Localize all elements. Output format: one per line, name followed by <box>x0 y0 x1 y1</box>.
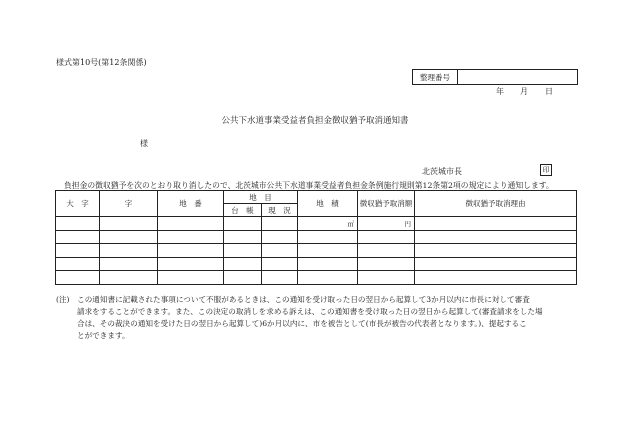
table-cell[interactable] <box>298 257 358 271</box>
table-row <box>56 244 577 258</box>
header-amount: 徴収猶予取消額 <box>358 191 415 217</box>
table-row <box>56 257 577 271</box>
date-month-label: 月 <box>520 87 528 96</box>
table-cell[interactable] <box>262 217 298 231</box>
table-cell[interactable] <box>415 217 577 231</box>
table-cell[interactable] <box>262 257 298 271</box>
table-cell[interactable] <box>415 257 577 271</box>
header-chimoku: 地 目 <box>224 191 298 204</box>
header-reason: 徴収猶予取消理由 <box>415 191 577 217</box>
land-details-table <box>55 190 577 285</box>
form-number: 様式第10号(第12条関係) <box>56 58 147 67</box>
table-cell[interactable] <box>100 244 158 258</box>
table-cell[interactable] <box>358 257 415 271</box>
table-cell[interactable] <box>100 257 158 271</box>
table-cell[interactable] <box>262 244 298 258</box>
table-cell[interactable] <box>298 244 358 258</box>
table-cell[interactable] <box>415 244 577 258</box>
table-cell[interactable] <box>262 230 298 244</box>
amount-unit-cell[interactable]: 円 <box>358 217 415 231</box>
appeal-notice-line: とができます。 <box>77 331 130 340</box>
table-cell[interactable] <box>358 244 415 258</box>
table-cell[interactable] <box>224 244 262 258</box>
table-cell[interactable] <box>415 271 577 285</box>
header-aza: 字 <box>100 191 158 217</box>
table-cell[interactable] <box>158 271 224 285</box>
document-title: 公共下水道事業受益者負担金徴収猶予取消通知書 <box>221 116 409 126</box>
addressee-honorific: 様 <box>140 139 148 148</box>
table-cell[interactable] <box>158 230 224 244</box>
appeal-notice <box>56 294 580 342</box>
table-cell[interactable] <box>158 217 224 231</box>
header-chiseki: 地 積 <box>298 191 358 217</box>
registration-number-field <box>458 70 577 84</box>
table-cell[interactable] <box>56 257 100 271</box>
table-cell[interactable] <box>224 230 262 244</box>
table-cell[interactable] <box>56 271 100 285</box>
header-genkyo: 現 況 <box>262 204 298 217</box>
appeal-notice-line: (注) この通知書に記載された事項について不服があるときは、この通知を受け取った日の翌日から起算して3か月以内に市長に対して審査 <box>56 295 530 304</box>
notice-body-text: 負担金の徴収猶予を次のとおり取り消したので、北茨城市公共下水道事業受益者負担金条例施行規則第12条第2項の規定により通知します。 <box>64 181 554 190</box>
appeal-notice-line: 合は、その裁決の通知を受けた日の翌日から起算して)6か月以内に、市を被告として(市長が被告の代表者となります。)、提起するこ <box>77 319 527 328</box>
table-cell[interactable] <box>298 271 358 285</box>
table-row <box>56 217 577 231</box>
table-cell[interactable] <box>100 230 158 244</box>
header-oaza: 大 字 <box>56 191 100 217</box>
header-chiban: 地 番 <box>158 191 224 217</box>
date-year-label: 年 <box>496 87 504 96</box>
seal-mark: 印 <box>540 164 552 176</box>
table-cell[interactable] <box>298 230 358 244</box>
table-row <box>56 271 577 285</box>
appeal-notice-line: 請求をすることができます。また、この決定の取消しを求める訴えは、この通知書を受け取った日の翌日から起算して(審査請求をした場 <box>77 307 543 316</box>
table-cell[interactable] <box>224 271 262 285</box>
table-cell[interactable] <box>262 271 298 285</box>
table-cell[interactable] <box>56 244 100 258</box>
table-cell[interactable] <box>358 230 415 244</box>
table-row <box>56 230 577 244</box>
table-cell[interactable] <box>158 244 224 258</box>
table-cell[interactable] <box>224 257 262 271</box>
table-cell[interactable] <box>100 217 158 231</box>
table-cell[interactable] <box>415 230 577 244</box>
table-cell[interactable] <box>56 230 100 244</box>
date-day-label: 日 <box>545 87 553 96</box>
table-cell[interactable] <box>56 217 100 231</box>
table-cell[interactable] <box>358 271 415 285</box>
issuer-name: 北茨城市長 <box>422 167 462 176</box>
table-cell[interactable] <box>100 271 158 285</box>
area-unit-cell[interactable]: ㎡ <box>298 217 358 231</box>
registration-number-label: 整理番号 <box>413 70 458 84</box>
table-cell[interactable] <box>224 217 262 231</box>
table-cell[interactable] <box>158 257 224 271</box>
registration-number-box <box>412 69 578 85</box>
header-daicho: 台 帳 <box>224 204 262 217</box>
